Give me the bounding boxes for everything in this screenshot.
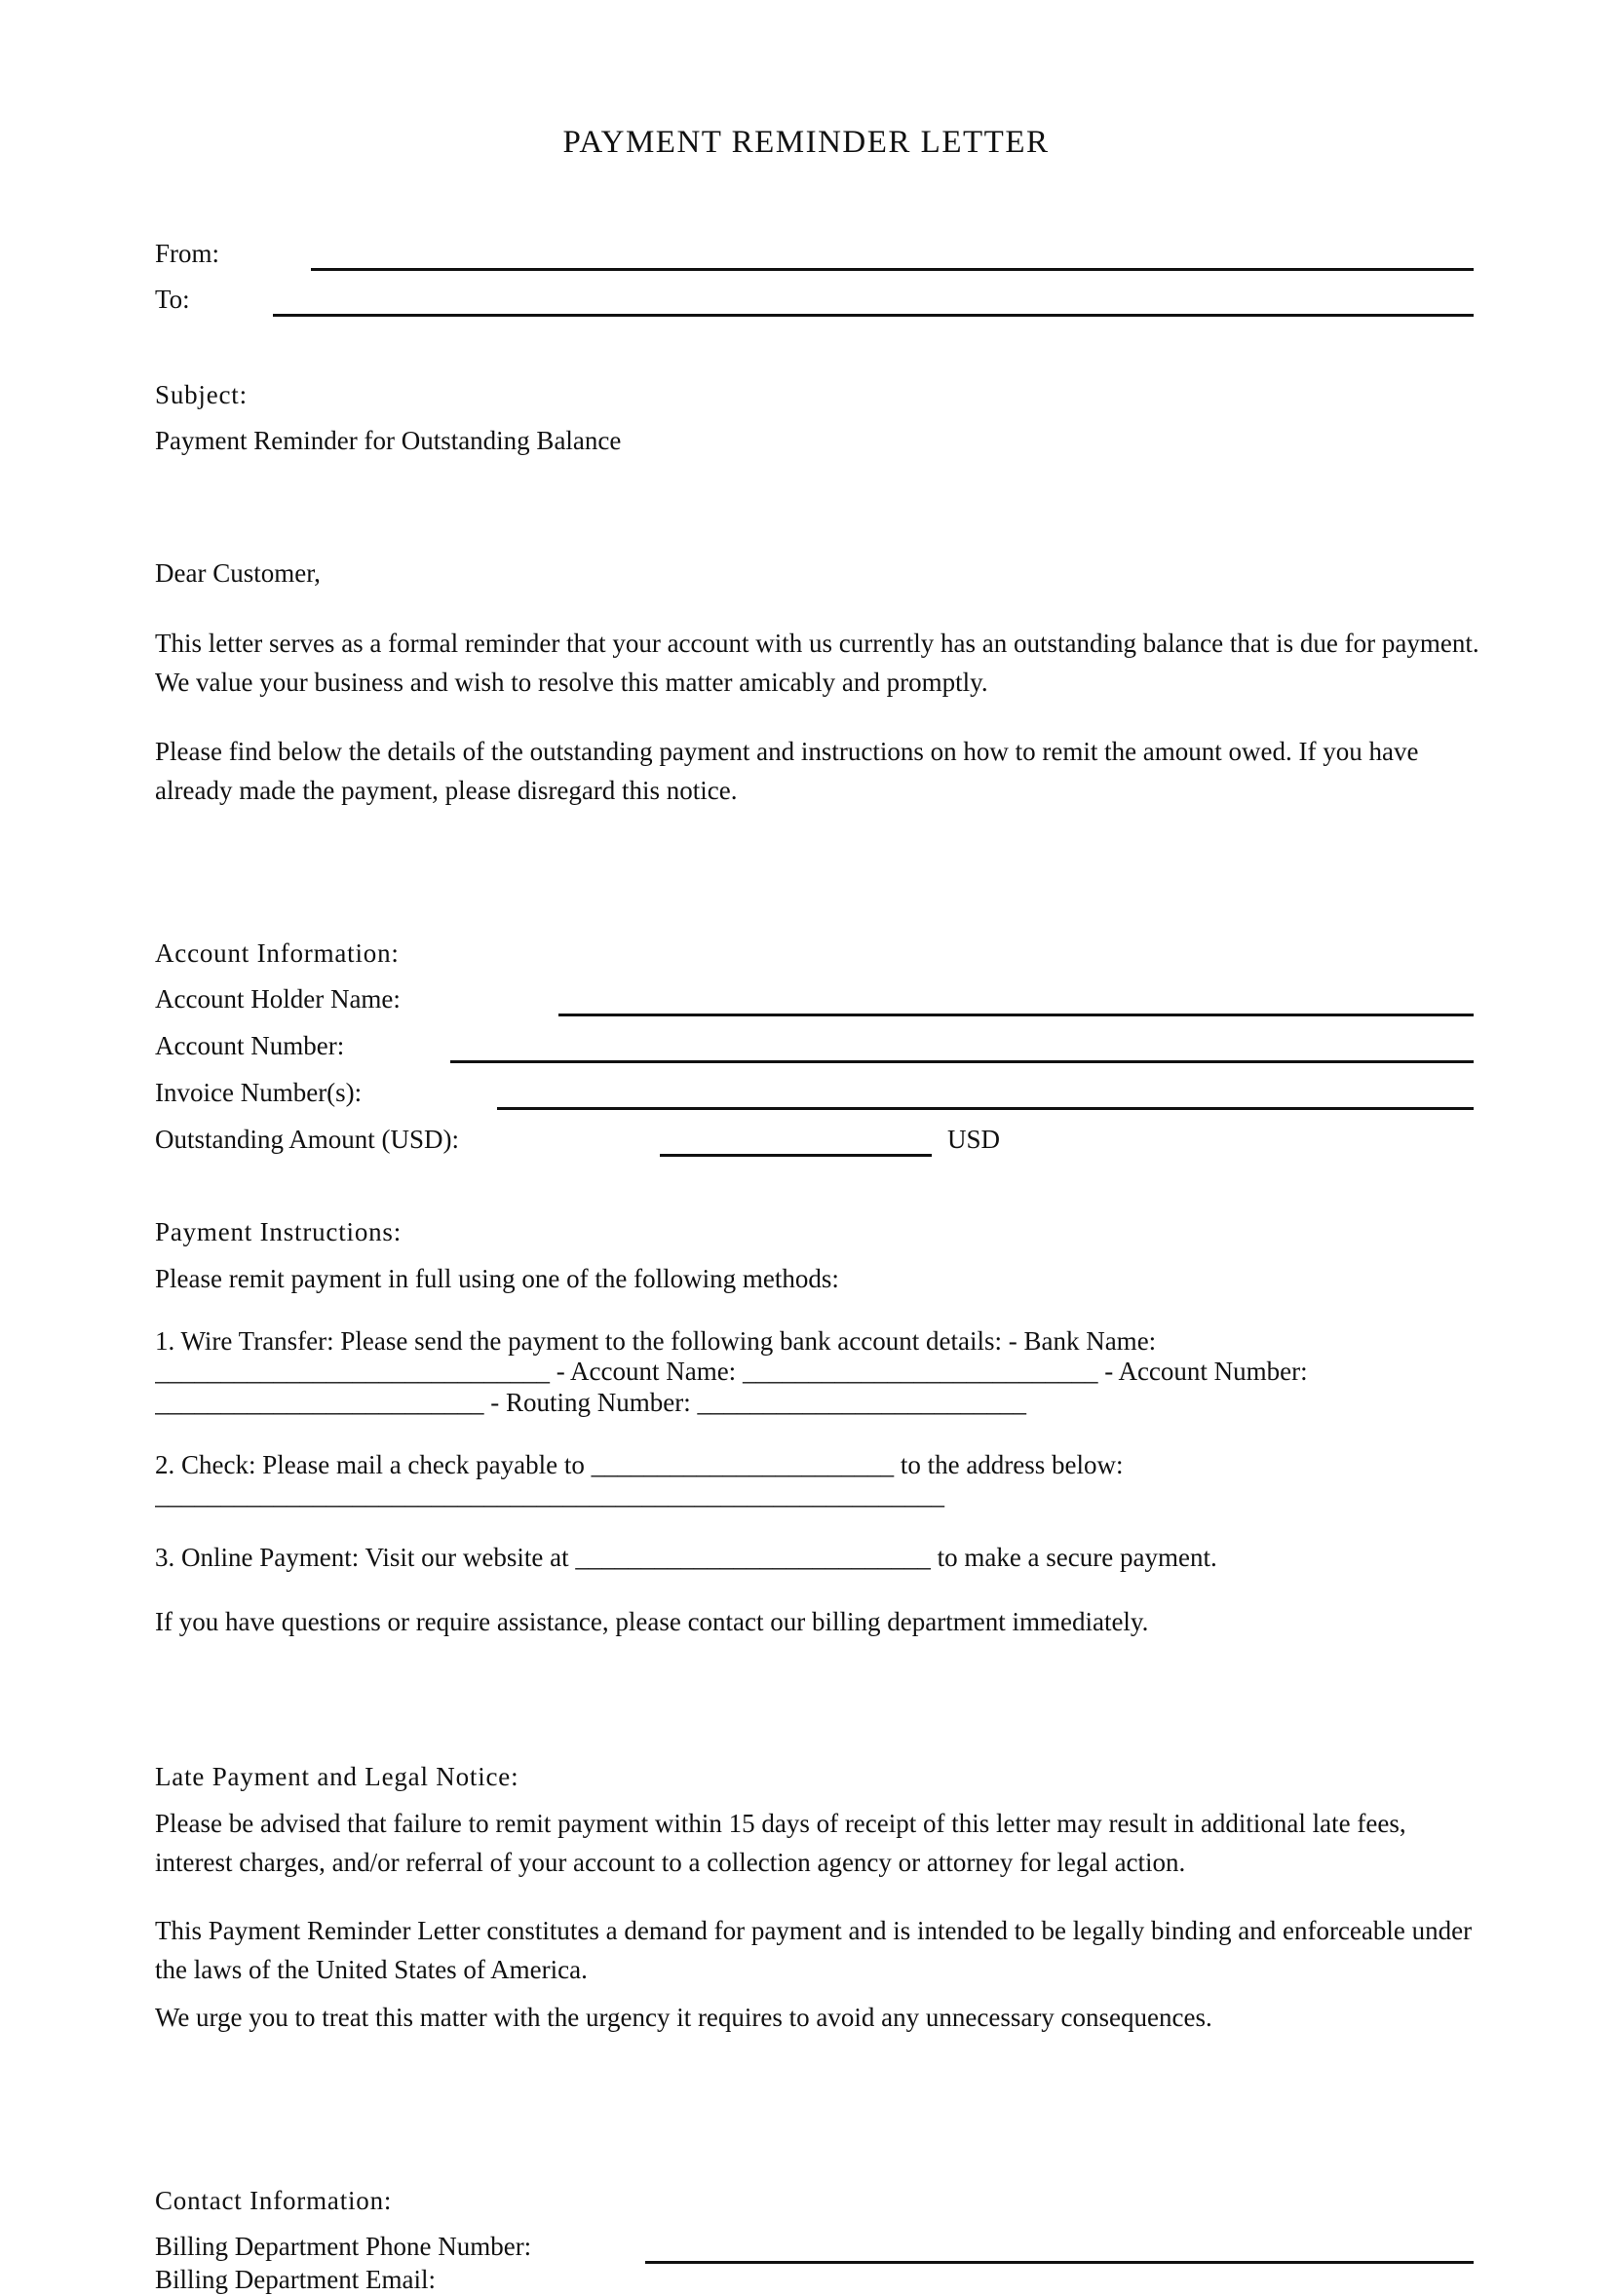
greeting: Dear Customer, [155, 558, 321, 588]
document-title: PAYMENT REMINDER LETTER [562, 125, 1050, 160]
to-label: To: [155, 285, 190, 314]
outstanding-amount-label: Outstanding Amount (USD): [155, 1125, 460, 1154]
invoice-number-label: Invoice Number(s): [155, 1078, 363, 1107]
billing-contact-note: If you have questions or require assistance, please contact our billing department immediately. [155, 1607, 1149, 1636]
online-payment-line: 3. Online Payment: Visit our website at ___________________________ to make a secure payment. [155, 1543, 1217, 1572]
details-paragraph: Please find below the details of the outstanding payment and instructions on how to remit the amount owed. If you have already made the payment, please disregard this notice. [155, 737, 1419, 805]
late-fee-paragraph: Please be advised that failure to remit payment within 15 days of receipt of this letter may result in additional late fees, interest charges, and/or referral of your account to a collection agency or attorney for legal action. [155, 1809, 1406, 1877]
legal-notice-heading: Late Payment and Legal Notice: [155, 1762, 519, 1791]
account-holder-field-line[interactable] [558, 1014, 1474, 1016]
intro-paragraph: This letter serves as a formal reminder that your account with us currently has an outstanding balance that is due for payment. We value your business and wish to resolve this matter amicably and promptly. [155, 629, 1479, 697]
from-field-line[interactable] [311, 268, 1474, 271]
account-number-field-line[interactable] [450, 1060, 1474, 1063]
outstanding-amount-field-line[interactable] [660, 1154, 932, 1157]
billing-phone-label: Billing Department Phone Number: [155, 2232, 532, 2261]
legal-binding-paragraph: This Payment Reminder Letter constitutes a demand for payment and is intended to be legally binding and enforceable under the laws of the United States of America. [155, 1916, 1473, 1984]
invoice-number-field-line[interactable] [497, 1107, 1474, 1110]
check-line-1: 2. Check: Please mail a check payable to _______________________ to the address below: [155, 1450, 1124, 1479]
urgency-paragraph: We urge you to treat this matter with the urgency it requires to avoid any unnecessary consequences. [155, 2003, 1212, 2032]
account-number-label: Account Number: [155, 1031, 345, 1060]
account-info-heading: Account Information: [155, 938, 400, 968]
payment-instructions-heading: Payment Instructions: [155, 1217, 403, 1246]
wire-transfer-line-3: _________________________ - Routing Number: _________________________ [155, 1388, 1026, 1417]
amount-currency-label: USD [947, 1125, 1001, 1154]
contact-info-heading: Contact Information: [155, 2186, 393, 2215]
wire-transfer-line-1: 1. Wire Transfer: Please send the payment to the following bank account details: - Bank Name: [155, 1326, 1157, 1356]
billing-phone-field-line[interactable] [645, 2261, 1474, 2264]
to-field-line[interactable] [273, 314, 1474, 317]
subject-value: Payment Reminder for Outstanding Balance [155, 426, 622, 455]
wire-transfer-line-2: ______________________________ - Account Name: ___________________________ - Account Number: [155, 1357, 1308, 1386]
payment-intro: Please remit payment in full using one of the following methods: [155, 1264, 839, 1293]
account-holder-label: Account Holder Name: [155, 984, 401, 1014]
billing-email-label: Billing Department Email: [155, 2265, 436, 2294]
subject-label: Subject: [155, 380, 248, 409]
check-line-2: ____________________________________________________________ [155, 1480, 944, 1510]
from-label: From: [155, 239, 220, 268]
